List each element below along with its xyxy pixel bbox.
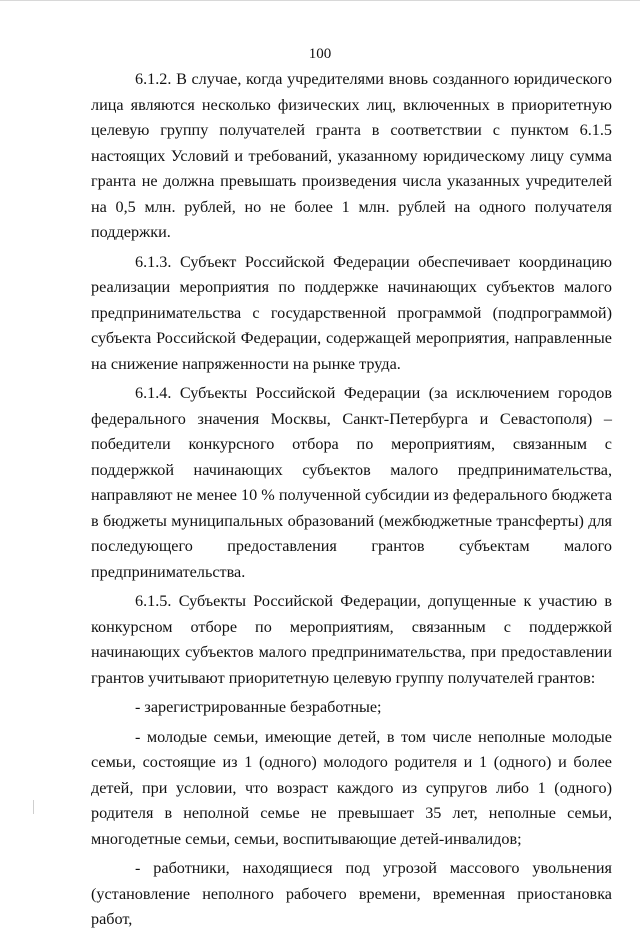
document-body xyxy=(91,67,612,933)
list-item-unemployed: - зарегистрированные безработные; xyxy=(135,698,382,716)
page-top-edge xyxy=(0,0,640,1)
list-item-young-families: - молодые семьи, имеющие детей, в том числе неполные молодые семьи, состоящие из 1 (одного) молодого родителя и 1 (одного) и более детей, при условии, что возраст каждого из супругов либо 1 (одного) родителя в неполной семье не превышает 35 лет, неполные семьи, многодетные семьи, семьи, воспитывающие детей-инвалидов; xyxy=(91,727,612,848)
scan-margin-mark xyxy=(33,800,34,814)
paragraph-6-1-4: 6.1.4. Субъекты Российской Федерации (за исключением городов федерального значения Москвы, Санкт-Петербурга и Севастополя) – победители конкурсного отбора по мероприятиям, связанным с поддержкой начинающих субъектов малого предпринимательства, направляют не менее 10 % полученной субсидии из федерального бюджета в бюджеты муниципальных образований (межбюджетные трансферты) для последующего предоставления грантов субъектам малого предпринимательства. xyxy=(91,384,612,581)
paragraph-6-1-3: 6.1.3. Субъект Российской Федерации обеспечивает координацию реализации мероприятия по поддержке начинающих субъектов малого предпринимательства с государственной программой (подпрограммой) субъекта Российской Федерации, содержащей мероприятия, направленные на снижение напряженности на рынке труда. xyxy=(91,252,612,373)
list-item-workers-at-risk: - работники, находящиеся под угрозой массового увольнения (установление неполного рабочего времени, временная приостановка работ, xyxy=(91,859,612,928)
page-number: 100 xyxy=(308,46,332,62)
paragraph-6-1-2: 6.1.2. В случае, когда учредителями вновь созданного юридического лица являются несколько физических лиц, включенных в приоритетную целевую группу получателей гранта в соответствии с пунктом 6.1.5 настоящих Условий и требований, указанному юридическому лицу сумма гранта не должна превышать произведения числа указанных учредителей на 0,5 млн. рублей, но не более 1 млн. рублей на одного получателя поддержки. xyxy=(91,70,612,241)
paragraph-6-1-5: 6.1.5. Субъекты Российской Федерации, допущенные к участию в конкурсном отборе по мероприятиям, связанным с поддержкой начинающих субъектов малого предпринимательства, при предоставлении грантов учитывают приоритетную целевую группу получателей грантов: xyxy=(91,592,612,687)
